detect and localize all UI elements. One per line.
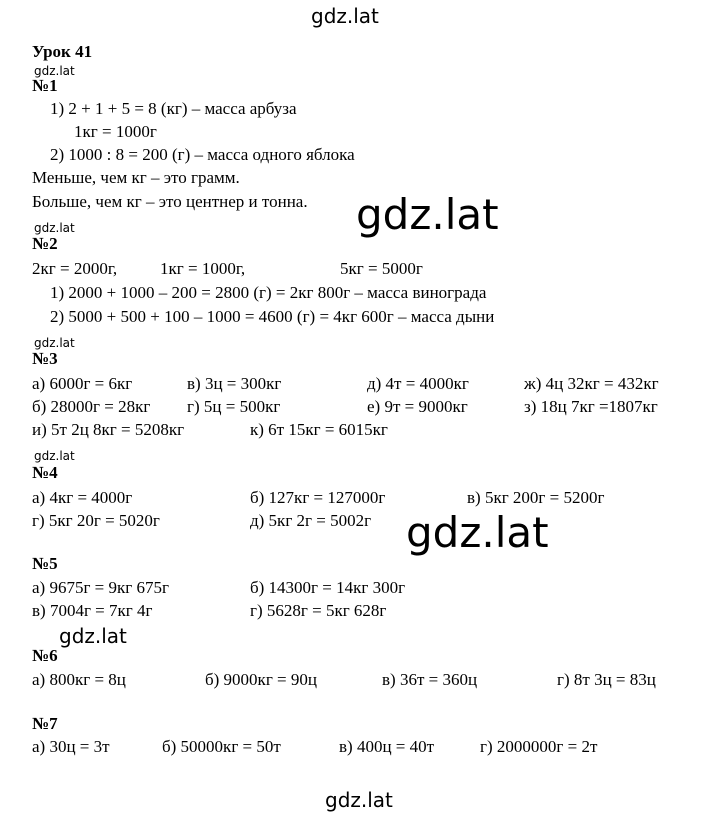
watermark-medium: gdz.lat — [59, 624, 127, 648]
task-line: 1) 2 + 1 + 5 = 8 (кг) – масса арбуза — [50, 99, 297, 118]
watermark-bottom: gdz.lat — [325, 788, 393, 812]
task-item: в) 36т = 360ц — [382, 670, 478, 689]
task-item: в) 7004г = 7кг 4г — [32, 601, 153, 620]
task-item: в) 5кг 200г = 5200г — [467, 488, 605, 507]
task-item: г) 8т 3ц = 83ц — [557, 670, 656, 689]
task-item: а) 800кг = 8ц — [32, 670, 126, 689]
task-heading: №5 — [32, 554, 58, 573]
watermark-small: gdz.lat — [34, 449, 75, 463]
task-line: 2) 5000 + 500 + 100 – 1000 = 4600 (г) = 4кг 600г – масса дыни — [50, 307, 495, 326]
task-item: б) 50000кг = 50т — [162, 737, 281, 756]
task-heading: №6 — [32, 646, 58, 665]
task-line: 1кг = 1000г — [74, 122, 157, 141]
watermark-small: gdz.lat — [34, 221, 75, 235]
task-item: в) 3ц = 300кг — [187, 374, 282, 393]
task-item: б) 127кг = 127000г — [250, 488, 386, 507]
task-heading: №3 — [32, 349, 58, 368]
task-item: б) 14300г = 14кг 300г — [250, 578, 406, 597]
lesson-title: Урок 41 — [32, 42, 93, 61]
task-item: з) 18ц 7кг =1807кг — [524, 397, 658, 416]
task-item: и) 5т 2ц 8кг = 5208кг — [32, 420, 185, 439]
task-heading: №4 — [32, 463, 58, 482]
task-line: 2) 1000 : 8 = 200 (г) – масса одного яблока — [50, 145, 355, 164]
watermark-large: gdz.lat — [356, 190, 499, 239]
task-line: Больше, чем кг – это центнер и тонна. — [32, 192, 308, 211]
watermark-small: gdz.lat — [34, 336, 75, 350]
task-line: 1) 2000 + 1000 – 200 = 2800 (г) = 2кг 800г – масса винограда — [50, 283, 487, 302]
task-line: 5кг = 5000г — [340, 259, 423, 278]
task-item: а) 4кг = 4000г — [32, 488, 133, 507]
task-item: а) 9675г = 9кг 675г — [32, 578, 169, 597]
task-item: д) 5кг 2г = 5002г — [250, 511, 372, 530]
task-item: б) 9000кг = 90ц — [205, 670, 317, 689]
task-item: к) 6т 15кг = 6015кг — [250, 420, 388, 439]
task-item: а) 6000г = 6кг — [32, 374, 133, 393]
task-item: а) 30ц = 3т — [32, 737, 110, 756]
watermark-small: gdz.lat — [34, 64, 75, 78]
task-item: д) 4т = 4000кг — [367, 374, 469, 393]
task-item: б) 28000г = 28кг — [32, 397, 151, 416]
watermark-large: gdz.lat — [406, 508, 549, 557]
task-heading: №7 — [32, 714, 58, 733]
task-heading: №1 — [32, 76, 58, 95]
task-heading: №2 — [32, 234, 58, 253]
task-item: г) 5628г = 5кг 628г — [250, 601, 387, 620]
task-line: 2кг = 2000г, — [32, 259, 118, 278]
task-line: 1кг = 1000г, — [160, 259, 246, 278]
task-line: Меньше, чем кг – это грамм. — [32, 168, 240, 187]
task-item: г) 5кг 20г = 5020г — [32, 511, 160, 530]
task-item: ж) 4ц 32кг = 432кг — [524, 374, 659, 393]
task-item: в) 400ц = 40т — [339, 737, 435, 756]
task-item: г) 5ц = 500кг — [187, 397, 281, 416]
task-item: е) 9т = 9000кг — [367, 397, 468, 416]
watermark-top: gdz.lat — [311, 4, 379, 28]
task-item: г) 2000000г = 2т — [480, 737, 598, 756]
